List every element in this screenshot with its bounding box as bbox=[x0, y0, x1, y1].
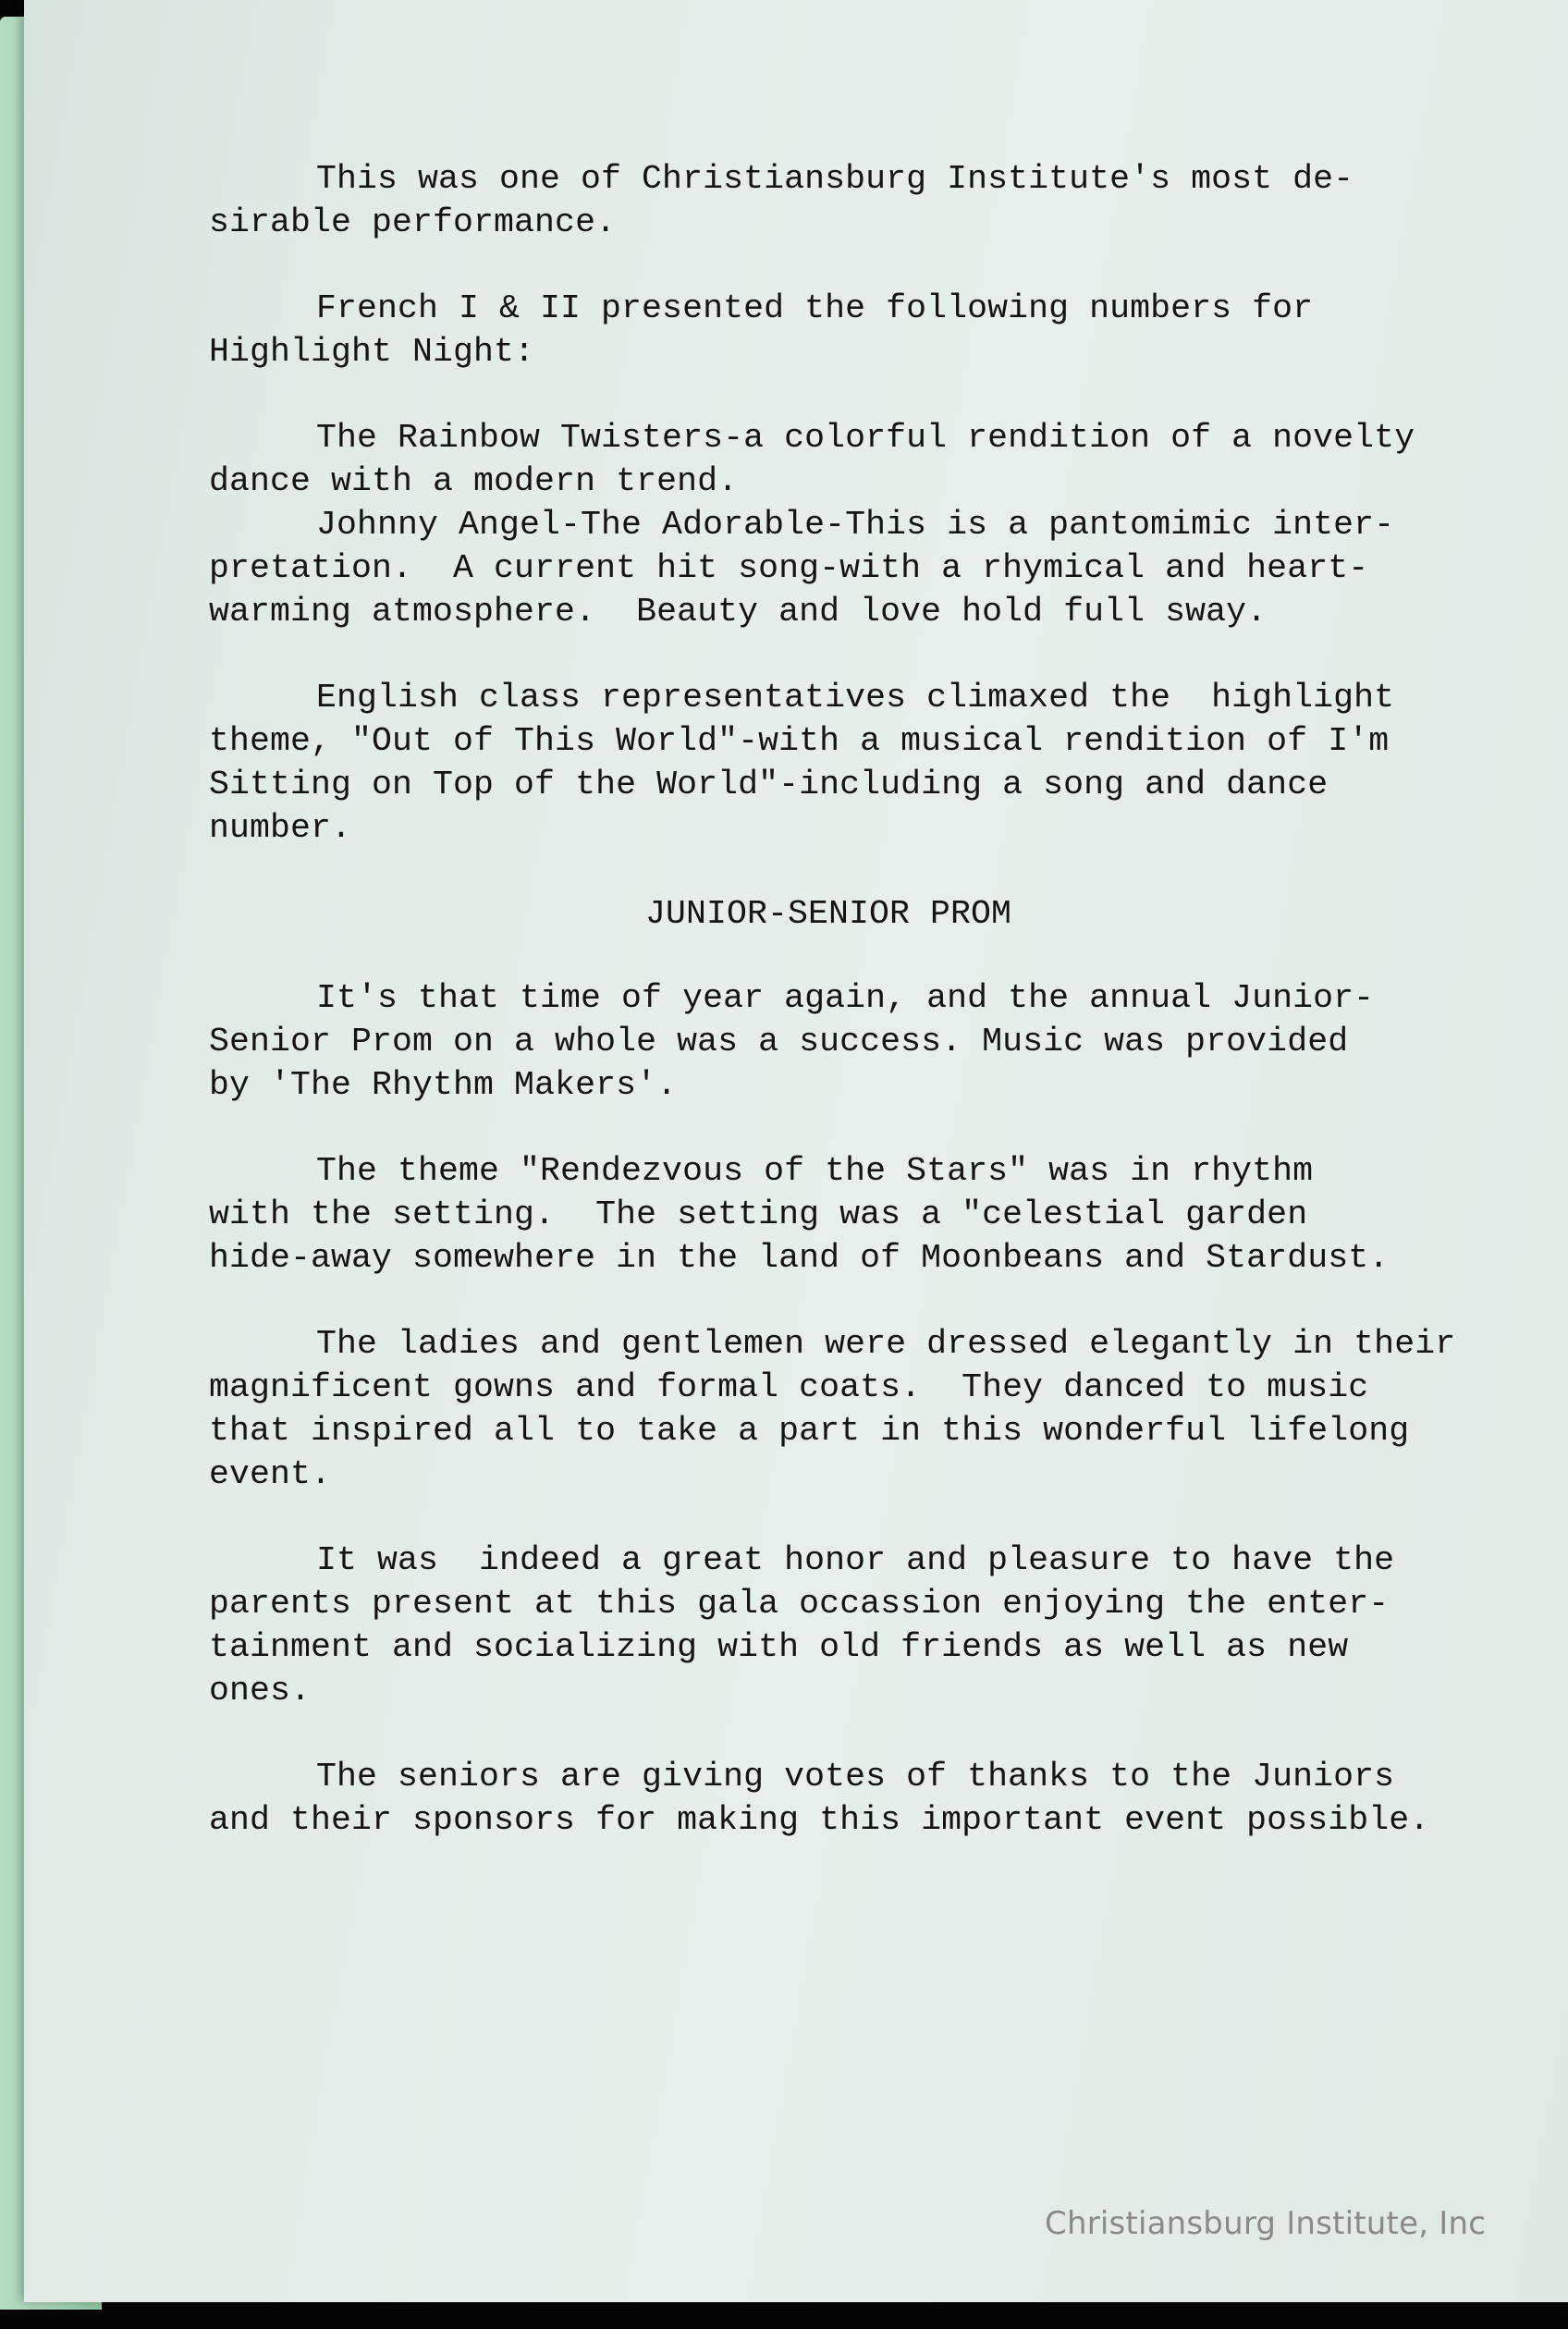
text-line: The ladies and gentlemen were dressed elegantly in their bbox=[316, 1325, 1456, 1363]
document-body bbox=[209, 157, 1559, 1884]
text-line: Johnny Angel-The Adorable-This is a pantomimic inter- bbox=[316, 506, 1395, 544]
section-heading: JUNIOR-SENIOR PROM bbox=[644, 895, 1012, 933]
text-line: parents present at this gala occassion enjoying the enter- bbox=[209, 1585, 1390, 1623]
text-line: hide-away somewhere in the land of Moonbeans and Stardust. bbox=[209, 1239, 1390, 1277]
paragraph-english-class bbox=[209, 676, 1559, 850]
text-line: The Rainbow Twisters-a colorful rendition of a novelty bbox=[316, 419, 1415, 457]
text-line: sirable performance. bbox=[209, 203, 617, 241]
watermark-text: Christiansburg Institute, Inc bbox=[1045, 2205, 1487, 2242]
text-line: number. bbox=[209, 809, 352, 847]
text-line: This was one of Christiansburg Institute's most de- bbox=[316, 160, 1354, 198]
paragraph-rainbow-twisters bbox=[209, 416, 1559, 503]
text-line: event. bbox=[209, 1455, 332, 1493]
paragraph-prom-intro bbox=[209, 976, 1559, 1107]
text-line: dance with a modern trend. bbox=[209, 462, 739, 500]
paragraph-johnny-angel bbox=[209, 503, 1559, 633]
document-page bbox=[24, 0, 1568, 2302]
text-line: warming atmosphere. Beauty and love hold full sway. bbox=[209, 593, 1268, 631]
text-line: Senior Prom on a whole was a success. Music was provided bbox=[209, 1023, 1349, 1060]
text-line: The seniors are giving votes of thanks to the Juniors bbox=[316, 1758, 1395, 1796]
paragraph-performance bbox=[209, 157, 1559, 244]
text-line: Highlight Night: bbox=[209, 333, 535, 371]
text-line: with the setting. The setting was a "celestial garden bbox=[209, 1195, 1308, 1233]
text-line: English class representatives climaxed the highlight bbox=[316, 679, 1395, 717]
text-line: It's that time of year again, and the annual Junior- bbox=[316, 979, 1375, 1017]
text-line: theme, "Out of This World"-with a musical rendition of I'm bbox=[209, 722, 1390, 760]
paragraph-prom-theme bbox=[209, 1149, 1559, 1280]
text-line: Sitting on Top of the World"-including a song and dance bbox=[209, 766, 1329, 803]
paragraph-prom-thanks bbox=[209, 1755, 1559, 1842]
paragraph-prom-parents bbox=[209, 1538, 1559, 1712]
paragraph-french bbox=[209, 287, 1559, 374]
text-line: It was indeed a great honor and pleasure to have the bbox=[316, 1541, 1395, 1579]
text-line: pretation. A current hit song-with a rhymical and heart- bbox=[209, 549, 1369, 587]
text-line: that inspired all to take a part in this wonderful lifelong bbox=[209, 1412, 1410, 1450]
text-line: by 'The Rhythm Makers'. bbox=[209, 1066, 678, 1104]
text-line: magnificent gowns and formal coats. They danced to music bbox=[209, 1368, 1369, 1406]
text-line: French I & II presented the following numbers for bbox=[316, 289, 1314, 327]
text-line: tainment and socializing with old friends as well as new bbox=[209, 1628, 1349, 1666]
text-line: The theme "Rendezvous of the Stars" was in rhythm bbox=[316, 1152, 1314, 1190]
paragraph-prom-attire bbox=[209, 1322, 1559, 1496]
text-line: and their sponsors for making this important event possible. bbox=[209, 1801, 1430, 1839]
text-line: ones. bbox=[209, 1672, 312, 1710]
